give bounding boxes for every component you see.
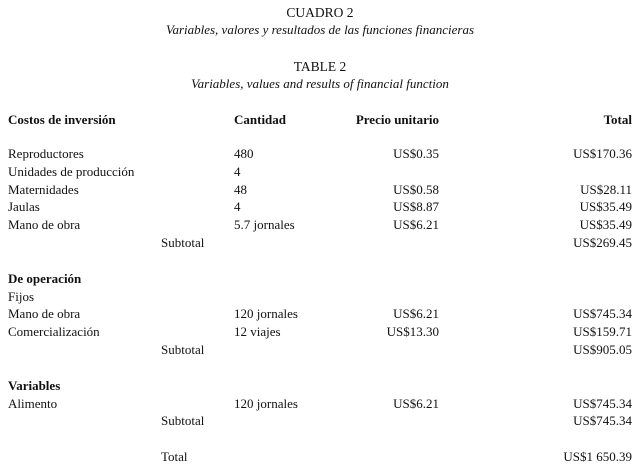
row-concept: Alimento <box>8 395 58 411</box>
row-concept: Jaulas <box>8 199 40 215</box>
row-total: US$745.34 <box>573 395 632 411</box>
row-concept: Maternidades <box>8 181 79 197</box>
row-price: US$6.21 <box>393 217 439 233</box>
row-quantity: 120 jornales <box>234 395 298 411</box>
row-price: US$0.58 <box>393 181 439 197</box>
subtotal-row <box>8 412 632 430</box>
table-number-es: CUADRO 2 <box>286 5 354 20</box>
subtotal-row <box>8 341 632 359</box>
row-quantity: 480 <box>234 146 254 161</box>
english-title <box>0 58 640 92</box>
subtotal-label: Subtotal <box>161 234 205 250</box>
subtotal-value: US$269.45 <box>573 234 632 250</box>
row-concept: Comercialización <box>8 324 100 340</box>
subtotal-row <box>8 234 632 252</box>
table-row <box>8 181 632 199</box>
row-price: US$13.30 <box>386 324 439 340</box>
header-quantity: Cantidad <box>234 112 287 127</box>
row-quantity: 4 <box>234 199 241 215</box>
spanish-title <box>0 4 640 38</box>
subtotal-label: Subtotal <box>161 413 205 429</box>
row-concept: Mano de obra <box>8 217 81 233</box>
table-row <box>8 216 632 234</box>
subsection-row <box>8 288 632 306</box>
row-concept: Mano de obra <box>8 306 81 322</box>
row-total: US$170.36 <box>573 146 632 161</box>
row-quantity: 120 jornales <box>234 306 298 322</box>
financial-table <box>8 110 632 466</box>
header-concept: Costos de inversión <box>8 112 116 127</box>
table-row <box>8 305 632 323</box>
subsection-label: Fijos <box>8 288 35 304</box>
row-quantity: 5.7 jornales <box>234 217 295 233</box>
grand-total-label: Total <box>161 449 188 465</box>
table-row <box>8 145 632 163</box>
section-heading: Variables <box>8 377 61 393</box>
header-price: Precio unitario <box>355 112 439 127</box>
spacer <box>8 252 632 270</box>
table-row <box>8 323 632 341</box>
section-heading-row <box>8 270 632 288</box>
row-quantity: 12 viajes <box>234 324 281 340</box>
spacer <box>8 430 632 448</box>
grand-total-value: US$1 650.39 <box>563 449 632 465</box>
section-heading: De operación <box>8 270 82 286</box>
row-price: US$6.21 <box>393 395 439 411</box>
row-quantity: 4 <box>234 163 241 179</box>
row-price: US$6.21 <box>393 306 439 322</box>
header-total: Total <box>603 112 632 127</box>
row-total: US$745.34 <box>573 306 632 322</box>
table-header-row <box>8 110 632 130</box>
spacer <box>8 130 632 145</box>
table-caption-es: Variables, valores y resultados de las funciones financieras <box>165 22 475 37</box>
subtotal-value: US$905.05 <box>573 341 632 357</box>
table-row <box>8 198 632 216</box>
grand-total-row <box>8 448 632 466</box>
row-total: US$159.71 <box>573 324 632 340</box>
row-price: US$8.87 <box>393 199 439 215</box>
row-quantity: 48 <box>234 181 247 197</box>
table-row <box>8 395 632 413</box>
row-concept: Unidades de producción <box>8 163 135 179</box>
row-total: US$35.49 <box>579 217 632 233</box>
subtotal-value: US$745.34 <box>573 413 632 429</box>
spacer <box>8 359 632 377</box>
row-total: US$28.11 <box>580 181 632 197</box>
table-row <box>8 163 632 181</box>
section-heading-row <box>8 377 632 395</box>
table-caption-en: Variables, values and results of financial function <box>191 76 449 91</box>
row-total: US$35.49 <box>579 199 632 215</box>
row-concept: Reproductores <box>8 146 84 161</box>
table-number-en: TABLE 2 <box>293 59 347 74</box>
subtotal-label: Subtotal <box>161 341 205 357</box>
row-price: US$0.35 <box>393 146 439 161</box>
